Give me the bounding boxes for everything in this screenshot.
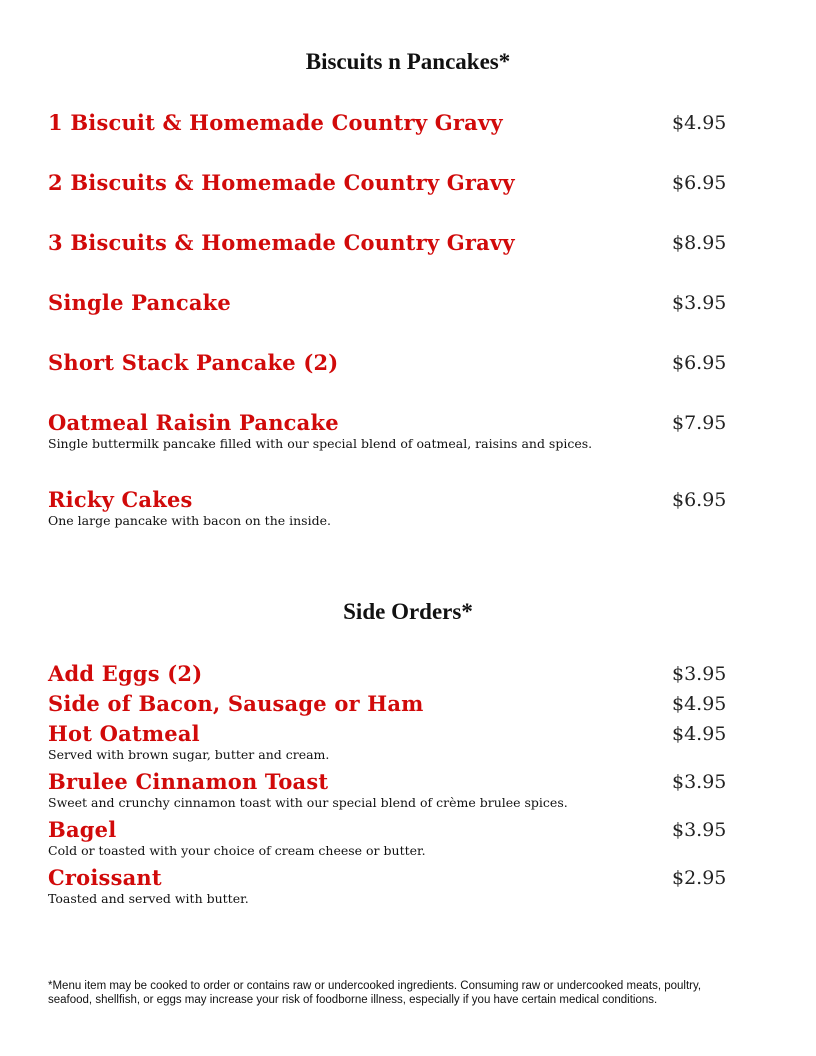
menu-item-description: Sweet and crunchy cinnamon toast with our special blend of crème brulee spices. — [48, 795, 568, 810]
menu-item-price: $2.95 — [672, 867, 727, 889]
menu-item-name: 3 Biscuits & Homemade Country Gravy — [48, 230, 515, 255]
menu-item-price: $6.95 — [672, 352, 727, 374]
menu-item-description: Cold or toasted with your choice of cream cheese or butter. — [48, 843, 426, 858]
menu-item-price: $3.95 — [672, 663, 727, 685]
menu-item-name: Ricky Cakes — [48, 487, 193, 512]
food-safety-disclaimer: *Menu item may be cooked to order or contains raw or undercooked ingredients. Consuming raw or undercooked meats, poultry, seafood, shellfish, or eggs may increase your risk of foodborne illness, especially if you have certain medical conditions. — [48, 980, 702, 1006]
menu-item-description: Toasted and served with butter. — [48, 891, 249, 906]
menu-item-price: $7.95 — [672, 412, 727, 434]
menu-item-description: Served with brown sugar, butter and cream. — [48, 747, 330, 762]
menu-item-name: Side of Bacon, Sausage or Ham — [48, 691, 424, 716]
menu-item-name: Bagel — [48, 817, 117, 842]
menu-item-name: Short Stack Pancake (2) — [48, 350, 339, 375]
menu-item-description: Single buttermilk pancake filled with our special blend of oatmeal, raisins and spices. — [48, 436, 593, 451]
menu-item-price: $4.95 — [672, 112, 727, 134]
menu-item-price: $4.95 — [672, 723, 727, 745]
menu-item-name: Hot Oatmeal — [48, 721, 200, 746]
section-title-side-orders: Side Orders* — [343, 599, 473, 624]
menu-item-name: Add Eggs (2) — [48, 661, 203, 686]
menu-item-price: $3.95 — [672, 819, 727, 841]
menu-item-name: 1 Biscuit & Homemade Country Gravy — [48, 110, 503, 135]
section-title-biscuits-pancakes: Biscuits n Pancakes* — [305, 49, 511, 74]
menu-item-price: $3.95 — [672, 771, 727, 793]
menu-item-description: One large pancake with bacon on the inside. — [48, 513, 331, 528]
menu-item-price: $3.95 — [672, 292, 727, 314]
menu-item-name: Brulee Cinnamon Toast — [48, 769, 329, 794]
menu-item-name: Oatmeal Raisin Pancake — [48, 410, 339, 435]
menu-item-name: 2 Biscuits & Homemade Country Gravy — [48, 170, 515, 195]
menu-item-price: $6.95 — [672, 489, 727, 511]
menu-item-price: $8.95 — [672, 232, 727, 254]
menu-item-price: $4.95 — [672, 693, 727, 715]
menu-item-name: Single Pancake — [48, 290, 231, 315]
menu-item-name: Croissant — [48, 865, 162, 890]
menu-item-price: $6.95 — [672, 172, 727, 194]
